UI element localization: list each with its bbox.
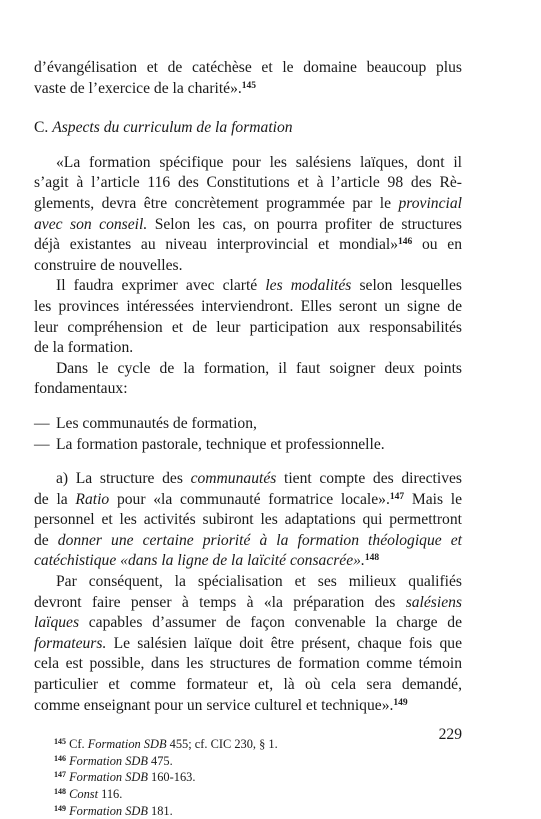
text-line: de la formation. xyxy=(34,339,134,357)
text-line: cela est possible, dans les structures de formation comme témoin xyxy=(34,655,462,673)
footnote: $^{148}$ Const 116. xyxy=(54,787,123,801)
text-line: Dans le cycle de la formation, il faut soigner deux points xyxy=(56,359,462,377)
text-line: vaste de l’exercice de la charité».$^{145}$ xyxy=(34,79,257,97)
page-body xyxy=(34,58,462,819)
text-line: laïques capables d’assumer de façon convenable la charge de xyxy=(34,614,462,632)
text-line: de la Ratio pour «la communauté formatrice locale».$^{147}$ Mais le xyxy=(34,490,462,508)
text-line: Par conséquent, la spécialisation et ses milieux qualifiés xyxy=(56,573,462,591)
text-line: construire de nouvelles. xyxy=(34,256,183,274)
text-line: avec son conseil. Selon les cas, on pourra profiter de structures xyxy=(34,215,463,233)
footnote-ref: 146 xyxy=(398,237,413,248)
text-line: s’agit à l’article 116 des Constitutions et à l’article 98 des Rè- xyxy=(34,174,462,192)
text-line: d’évangélisation et de catéchèse et le domaine beaucoup plus xyxy=(34,59,462,76)
footnotes xyxy=(34,736,462,819)
footnote-ref: 145 xyxy=(241,80,257,91)
text-line: Il faudra exprimer avec clarté les modalités selon lesquelles xyxy=(56,277,462,295)
text-line: personnel et les activités subiront les adaptations qui permettront xyxy=(34,511,462,529)
footnote: $^{149}$ Formation SDB 181. xyxy=(54,803,173,818)
footnote: $^{147}$ Formation SDB 160-163. xyxy=(54,770,196,785)
page-number: 229 xyxy=(438,726,462,743)
text-line: déjà existantes au niveau interprovincial et mondial»$^{146}$ ou en xyxy=(34,236,463,254)
text-line: fondamentaux: xyxy=(34,380,128,398)
text-line: particulier et comme formateur et, là où cela sera demandé, xyxy=(34,676,462,694)
list-item: — La formation pastorale, technique et professionnelle. xyxy=(34,435,385,453)
footnote-ref: 147 xyxy=(389,491,405,502)
text-line: a) La structure des communautés tient compte des directives xyxy=(56,470,462,488)
text-line: formateurs. Le salésien laïque doit être présent, chaque fois que xyxy=(34,634,462,652)
text-line: leur compréhension et de leur participation aux responsabilités xyxy=(34,318,462,336)
text-line: comme enseignant pour un service culturel et technique».$^{149}$ xyxy=(34,696,408,714)
text-line: «La formation spécifique pour les salésiens laïques, dont il xyxy=(56,153,462,171)
footnote-ref: 148 xyxy=(364,553,380,564)
text-line: les provinces intéressées interviendront. Elles seront un signe de xyxy=(34,297,462,315)
footnote-ref: 149 xyxy=(393,697,408,708)
list-item: — Les communautés de formation, xyxy=(34,414,257,432)
section-heading: C. Aspects du curriculum de la formation xyxy=(34,119,293,137)
text-line: devront faire penser à temps à «la préparation des salésiens xyxy=(34,593,462,611)
footnote: $^{145}$ Cf. Formation SDB 455; cf. CIC 230, § 1. xyxy=(54,737,278,752)
text-line: glements, devra être concrètement programmée par le provincial xyxy=(34,194,462,212)
footnote: $^{146}$ Formation SDB 475. xyxy=(54,753,173,768)
text-line: catéchistique «dans la ligne de la laïcité consacrée».$^{148}$ xyxy=(34,552,380,570)
text-line: de donner une certaine priorité à la formation théologique et xyxy=(34,531,462,549)
